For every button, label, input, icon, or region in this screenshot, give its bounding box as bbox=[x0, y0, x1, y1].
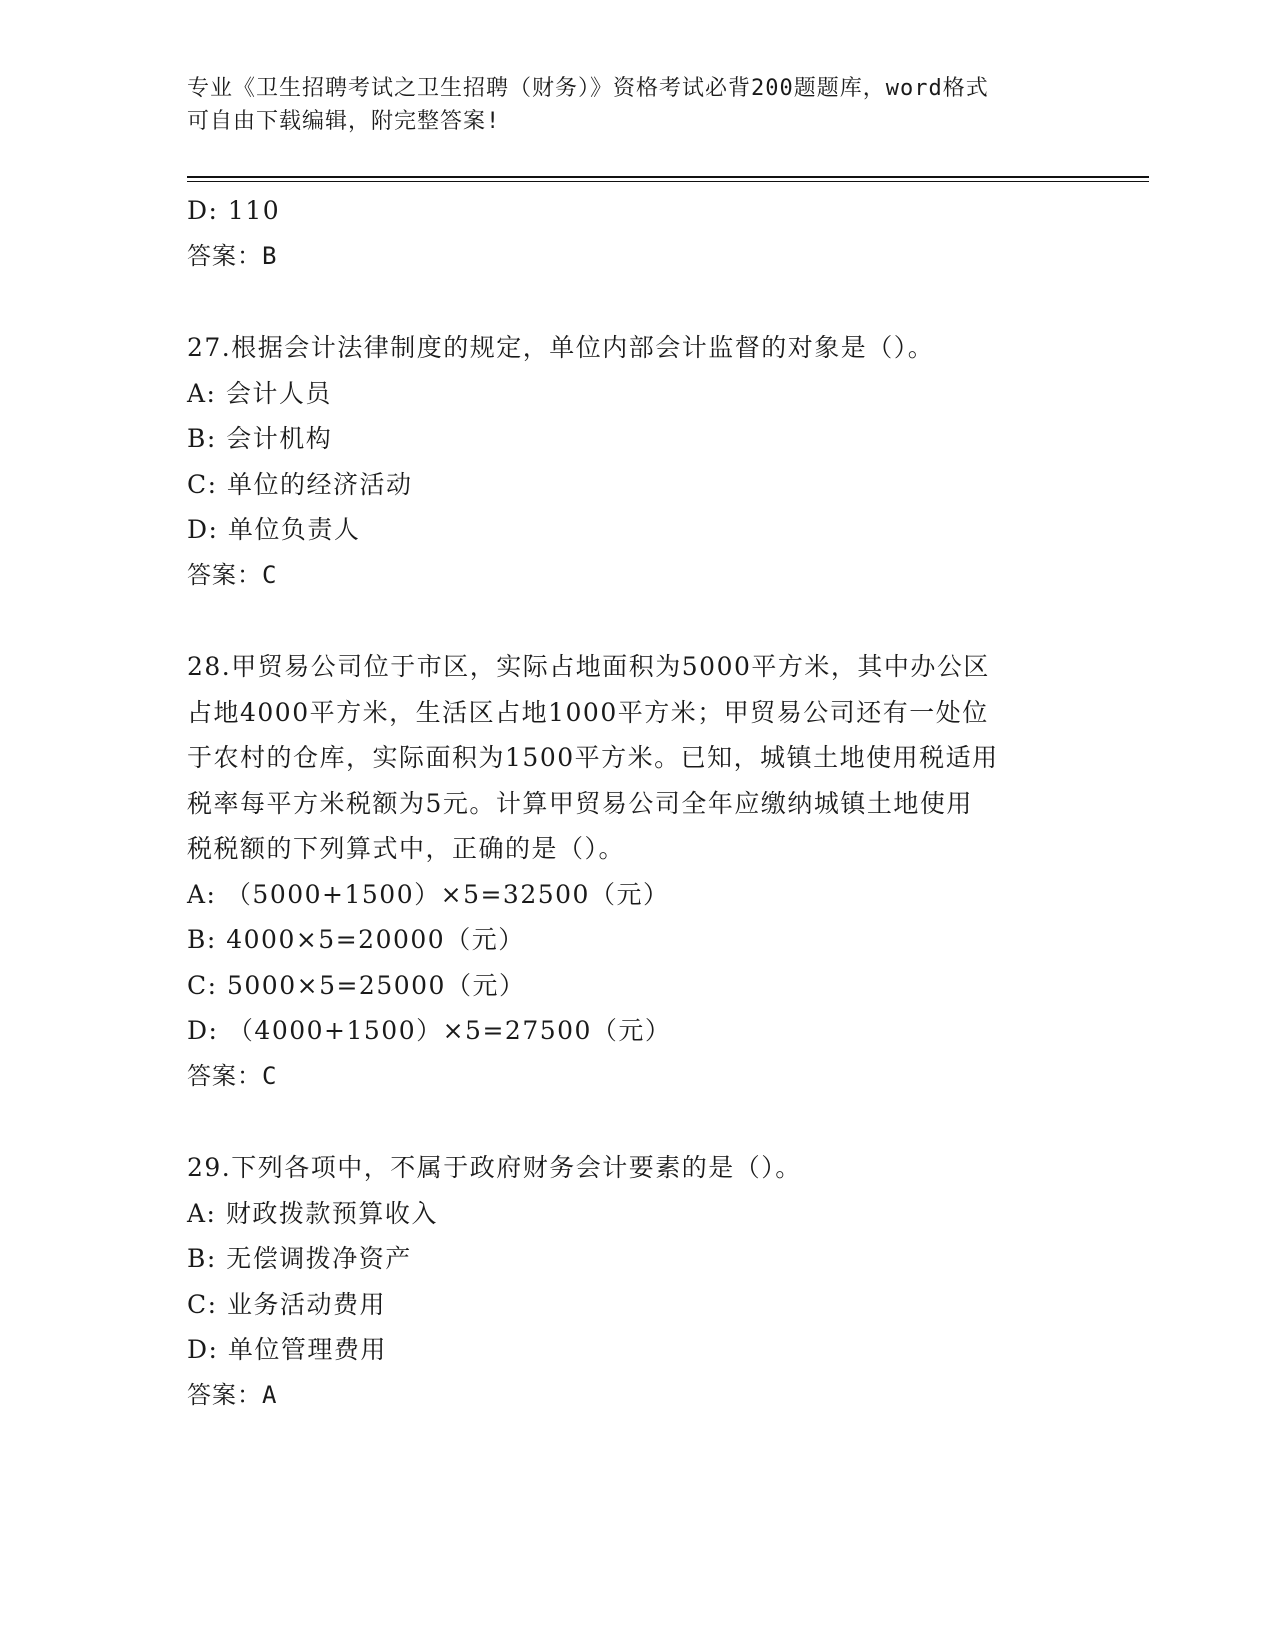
question-29 bbox=[187, 1145, 1087, 1418]
question-stem-line-4: 税率每平方米税额为5元。计算甲贸易公司全年应缴纳城镇土地使用 bbox=[187, 788, 973, 818]
spacer bbox=[187, 598, 1087, 644]
option-b: B: 无偿调拨净资产 bbox=[187, 1244, 412, 1273]
option-c: C: 5000×5=25000（元） bbox=[187, 970, 526, 1000]
page-header bbox=[187, 72, 1087, 138]
answer: 答案：C bbox=[187, 560, 278, 589]
document-body bbox=[187, 188, 1087, 1418]
option-c: C: 业务活动费用 bbox=[187, 1289, 386, 1319]
prev-answer: 答案：B bbox=[187, 241, 278, 270]
option-a: A: （5000+1500）×5=32500（元） bbox=[187, 879, 670, 909]
spacer bbox=[187, 1099, 1087, 1145]
question-stem-line-1: 28.甲贸易公司位于市区，实际占地面积为5000平方米，其中办公区 bbox=[187, 652, 990, 681]
header-line-2: 可自由下载编辑，附完整答案! bbox=[187, 109, 501, 134]
option-d: D: （4000+1500）×5=27500（元） bbox=[187, 1016, 672, 1045]
header-line-1: 专业《卫生招聘考试之卫生招聘（财务）》资格考试必背200题题库，word格式 bbox=[187, 76, 989, 101]
answer: 答案：A bbox=[187, 1380, 278, 1409]
question-stem-line-5: 税税额的下列算式中，正确的是（）。 bbox=[187, 834, 626, 863]
option-d: D: 单位管理费用 bbox=[187, 1335, 387, 1364]
question-stem: 27.根据会计法律制度的规定，单位内部会计监督的对象是（）。 bbox=[187, 333, 935, 362]
spacer bbox=[187, 279, 1087, 325]
option-a: A: 财政拨款预算收入 bbox=[187, 1198, 438, 1228]
question-stem-line-2: 占地4000平方米，生活区占地1000平方米；甲贸易公司还有一处位 bbox=[187, 697, 989, 727]
question-28 bbox=[187, 644, 1087, 1099]
header-divider-thick bbox=[187, 176, 1149, 178]
option-b: B: 4000×5=20000（元） bbox=[187, 925, 525, 954]
option-b: B: 会计机构 bbox=[187, 424, 333, 453]
question-stem-line-3: 于农村的仓库，实际面积为1500平方米。已知，城镇土地使用税适用 bbox=[187, 743, 999, 772]
answer: 答案：C bbox=[187, 1061, 278, 1090]
option-d: D: 单位负责人 bbox=[187, 515, 361, 544]
question-stem: 29.下列各项中，不属于政府财务会计要素的是（）。 bbox=[187, 1153, 802, 1182]
question-27 bbox=[187, 325, 1087, 598]
option-a: A: 会计人员 bbox=[187, 378, 332, 408]
header-divider-thin bbox=[187, 181, 1149, 182]
prev-option-d: D: 110 bbox=[187, 196, 281, 225]
option-c: C: 单位的经济活动 bbox=[187, 469, 413, 499]
